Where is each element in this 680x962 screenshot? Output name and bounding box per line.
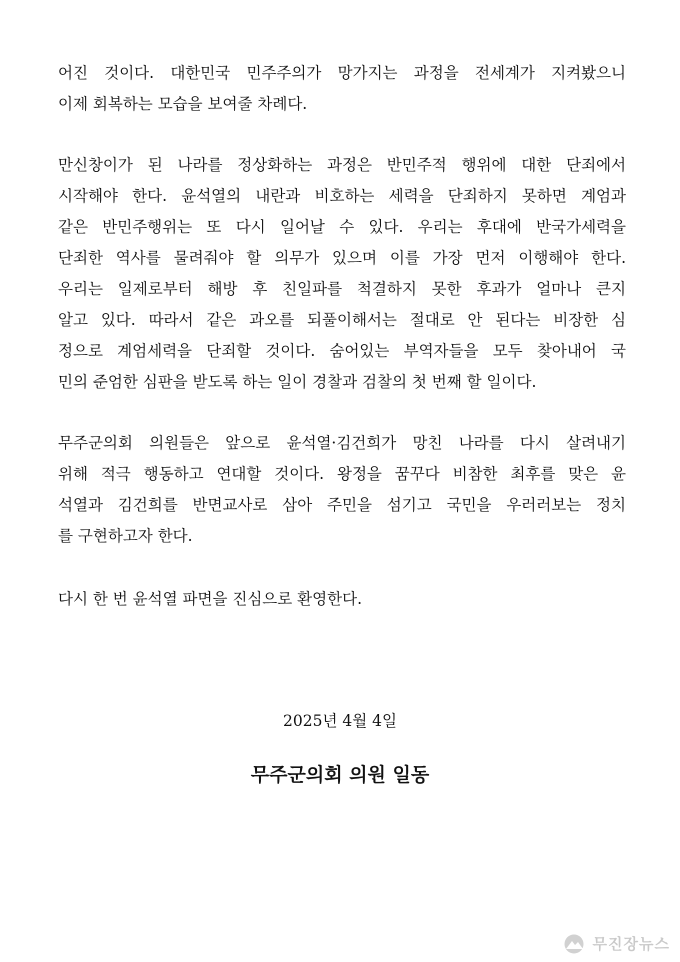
news-watermark bbox=[561, 933, 670, 954]
body-line: 시작해야 한다. 윤석열의 내란과 비호하는 세력을 단죄하지 못하면 계엄과 bbox=[58, 187, 626, 205]
statement-signature: 무주군의회 의원 일동 bbox=[250, 764, 430, 786]
body-line: 위해 적극 행동하고 연대할 것이다. 왕정을 꿈꾸다 비참한 최후를 맞은 윤 bbox=[58, 465, 626, 483]
body-line: 민의 준엄한 심판을 받도록 하는 일이 경찰과 검찰의 첫 번째 할 일이다. bbox=[58, 373, 537, 391]
body-line: 만신창이가 된 나라를 정상화하는 과정은 반민주적 행위에 대한 단죄에서 bbox=[58, 156, 626, 174]
body-line: 를 구현하고자 한다. bbox=[58, 527, 193, 545]
watermark-text: 무진장뉴스 bbox=[592, 935, 670, 953]
body-line: 석열과 김건희를 반면교사로 삼아 주민을 섬기고 국민을 우러러보는 정치 bbox=[58, 496, 626, 514]
body-line: 이제 회복하는 모습을 보여줄 차례다. bbox=[58, 95, 308, 113]
mountain-logo-icon bbox=[561, 934, 587, 954]
body-line: 같은 반민주행위는 또 다시 일어날 수 있다. 우리는 후대에 반국가세력을 bbox=[58, 218, 626, 236]
body-line: 우리는 일제로부터 해방 후 친일파를 척결하지 못한 후과가 얼마나 큰지 bbox=[58, 280, 626, 298]
body-line: 알고 있다. 따라서 같은 과오를 되풀이해서는 절대로 안 된다는 비장한 심 bbox=[58, 311, 626, 329]
body-line: 무주군의회 의원들은 앞으로 윤석열·김건희가 망친 나라를 다시 살려내기 bbox=[58, 434, 626, 452]
body-line: 어진 것이다. 대한민국 민주주의가 망가지는 과정을 전세계가 지켜봤으니 bbox=[58, 64, 626, 82]
body-line: 다시 한 번 윤석열 파면을 진심으로 환영한다. bbox=[58, 590, 363, 608]
statement-date: 2025년 4월 4일 bbox=[283, 712, 397, 730]
body-line: 정으로 계엄세력을 단죄할 것이다. 숨어있는 부역자들을 모두 찾아내어 국 bbox=[58, 342, 626, 360]
body-line: 단죄한 역사를 물려줘야 할 의무가 있으며 이를 가장 먼저 이행해야 한다. bbox=[58, 249, 626, 267]
